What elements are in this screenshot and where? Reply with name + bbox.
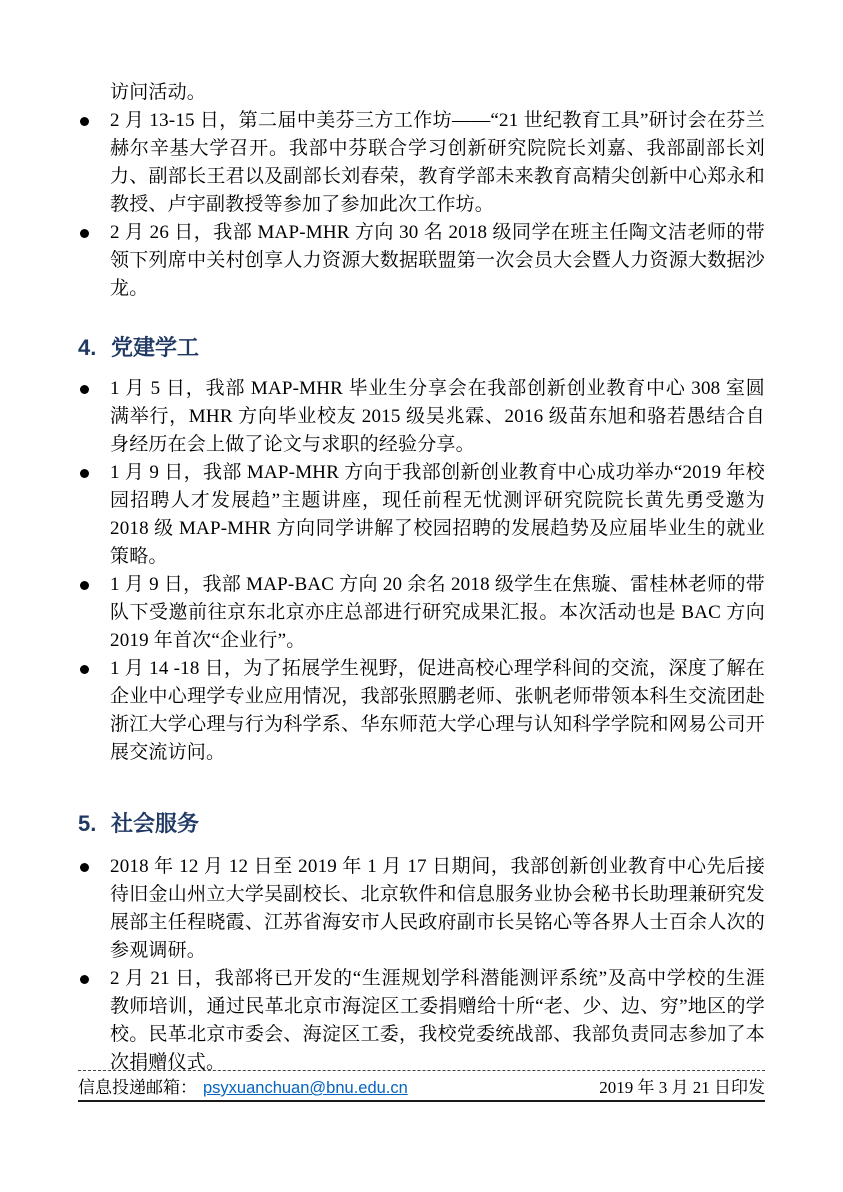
bullet-text: 1 月 9 日，我部 MAP-MHR 方向于我部创新创业教育中心成功举办“2019 年校园招聘人才发展趋”主题讲座，现任前程无忧测评研究院院长黄先勇受邀为 2018 级 MAP-MHR 方向同学讲解了校园招聘的发展趋势及应届毕业生的就业策略。 — [110, 462, 765, 567]
list-item — [78, 459, 765, 571]
footer-email-label: 信息投递邮箱： — [78, 1078, 197, 1097]
list-item — [78, 655, 765, 767]
bullet-text: 1 月 14 -18 日，为了拓展学生视野，促进高校心理学科间的交流，深度了解在企业中心理学专业应用情况，我部张照鹏老师、张帆老师带领本科生交流团赴浙江大学心理与行为科学系、华东师范大学心理与认知科学学院和网易公司开展交流访问。 — [110, 658, 765, 763]
bullet-text: 2 月 13-15 日，第二届中美芬三方工作坊——“21 世纪教育工具”研讨会在芬兰赫尔辛基大学召开。我部中芬联合学习创新研究院院长刘嘉、我部副部长刘力、副部长王君以及副部长刘春荣，教育学部未来教育高精尖创新中心郑永和教授、卢宇副教授等参加了参加此次工作坊。 — [110, 110, 765, 215]
footer-print-date: 2019 年 3 月 21 日印发 — [599, 1078, 765, 1097]
list-item — [78, 375, 765, 459]
section-4-bullet-list — [78, 375, 765, 767]
list-item — [78, 219, 765, 303]
section-number: 4. — [78, 335, 97, 360]
footer-email-link[interactable]: psyxuanchuan@bnu.edu.cn — [203, 1079, 408, 1097]
bullet-text: 2 月 26 日，我部 MAP-MHR 方向 30 名 2018 级同学在班主任陶文洁老师的带领下列席中关村创享人力资源大数据联盟第一次会员大会暨人力资源大数据沙龙。 — [110, 222, 765, 299]
paragraph-continuation: 访问活动。 — [110, 82, 207, 103]
list-item — [78, 853, 765, 965]
bullet-icon — [80, 117, 89, 126]
bullet-icon — [80, 581, 89, 590]
section-number: 5. — [78, 811, 97, 836]
footer-contact — [78, 1073, 408, 1098]
bullet-icon — [80, 975, 89, 984]
bullet-icon — [80, 229, 89, 238]
bullet-icon — [80, 469, 89, 478]
section-title: 党建学工 — [111, 335, 200, 360]
list-item — [78, 107, 765, 219]
bullet-icon — [80, 863, 89, 872]
section-5-bullet-list — [78, 853, 765, 1077]
page-footer — [78, 1070, 765, 1102]
bullet-text: 1 月 5 日，我部 MAP-MHR 毕业生分享会在我部创新创业教育中心 308 室圆满举行，MHR 方向毕业校友 2015 级吴兆霖、2016 级苗东旭和骆若愚结合自身经历在会上做了论文与求职的经验分享。 — [110, 378, 765, 455]
bullet-text: 2 月 21 日，我部将已开发的“生涯规划学科潜能测评系统”及高中学校的生涯教师培训，通过民革北京市海淀区工委捐赠给十所“老、少、边、穷”地区的学校。民革北京市委会、海淀区工委，我校党委统战部、我部负责同志参加了本次捐赠仪式。 — [110, 968, 765, 1073]
list-item — [78, 965, 765, 1077]
bullet-icon — [80, 665, 89, 674]
intro-bullet-list — [78, 107, 765, 303]
section-heading-5 — [78, 807, 765, 841]
section-heading-4 — [78, 331, 765, 365]
bullet-text: 2018 年 12 月 12 日至 2019 年 1 月 17 日期间，我部创新创业教育中心先后接待旧金山州立大学吴副校长、北京软件和信息服务业协会秘书长助理兼研究发展部主任程晓霞、江苏省海安市人民政府副市长吴铭心等各界人士百余人次的参观调研。 — [110, 856, 765, 961]
list-item — [78, 571, 765, 655]
bullet-icon — [80, 385, 89, 394]
bullet-text: 1 月 9 日，我部 MAP-BAC 方向 20 余名 2018 级学生在焦璇、雷桂林老师的带队下受邀前往京东北京亦庄总部进行研究成果汇报。本次活动也是 BAC 方向 2019 年首次“企业行”。 — [110, 574, 765, 651]
section-title: 社会服务 — [111, 811, 200, 836]
